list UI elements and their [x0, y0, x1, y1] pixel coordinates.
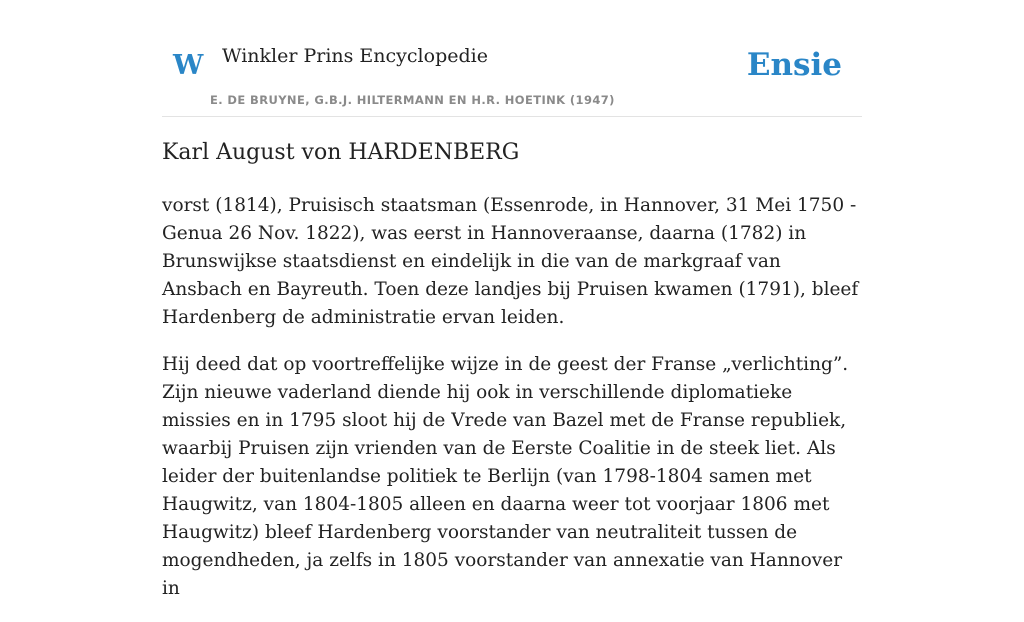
- article-title: Karl August von HARDENBERG: [162, 140, 520, 165]
- article-body: [162, 192, 864, 622]
- source-authors: E. DE BRUYNE, G.B.J. HILTERMANN EN H.R. HOETINK (1947): [210, 93, 615, 107]
- ensie-logo[interactable]: Ensie: [746, 47, 842, 83]
- winkler-prins-logo-icon[interactable]: W: [173, 50, 204, 81]
- article-paragraph: vorst (1814), Pruisisch staatsman (Essenrode, in Hannover, 31 Mei 1750 - Genua 26 Nov. 1822), was eerst in Hannoveraanse, daarna (1782) in Brunswijkse staatsdienst en eindelijk in die van de markgraaf van Ansbach en Bayreuth. Toen deze landjes bij Pruisen kwamen (1791), bleef Hardenberg de administratie ervan leiden.: [162, 195, 859, 328]
- header: [162, 0, 862, 117]
- article-paragraph: Hij deed dat op voortreffelijke wijze in de geest der Franse „verlichting”. Zijn nieuwe vaderland diende hij ook in verschillende diplomatieke missies en in 1795 sloot hij de Vrede van Bazel met de Franse republiek, waarbij Pruisen zijn vrienden van de Eerste Coalitie in de steek liet. Als leider der buitenlandse politiek te Berlijn (van 1798-1804 samen met Haugwitz, van 1804-1805 alleen en daarna weer tot voorjaar 1806 met Haugwitz) bleef Hardenberg voorstander van neutraliteit tussen de mogendheden, ja zelfs in 1805 voorstander van annexatie van Hannover in: [162, 354, 849, 599]
- source-title[interactable]: Winkler Prins Encyclopedie: [222, 45, 488, 67]
